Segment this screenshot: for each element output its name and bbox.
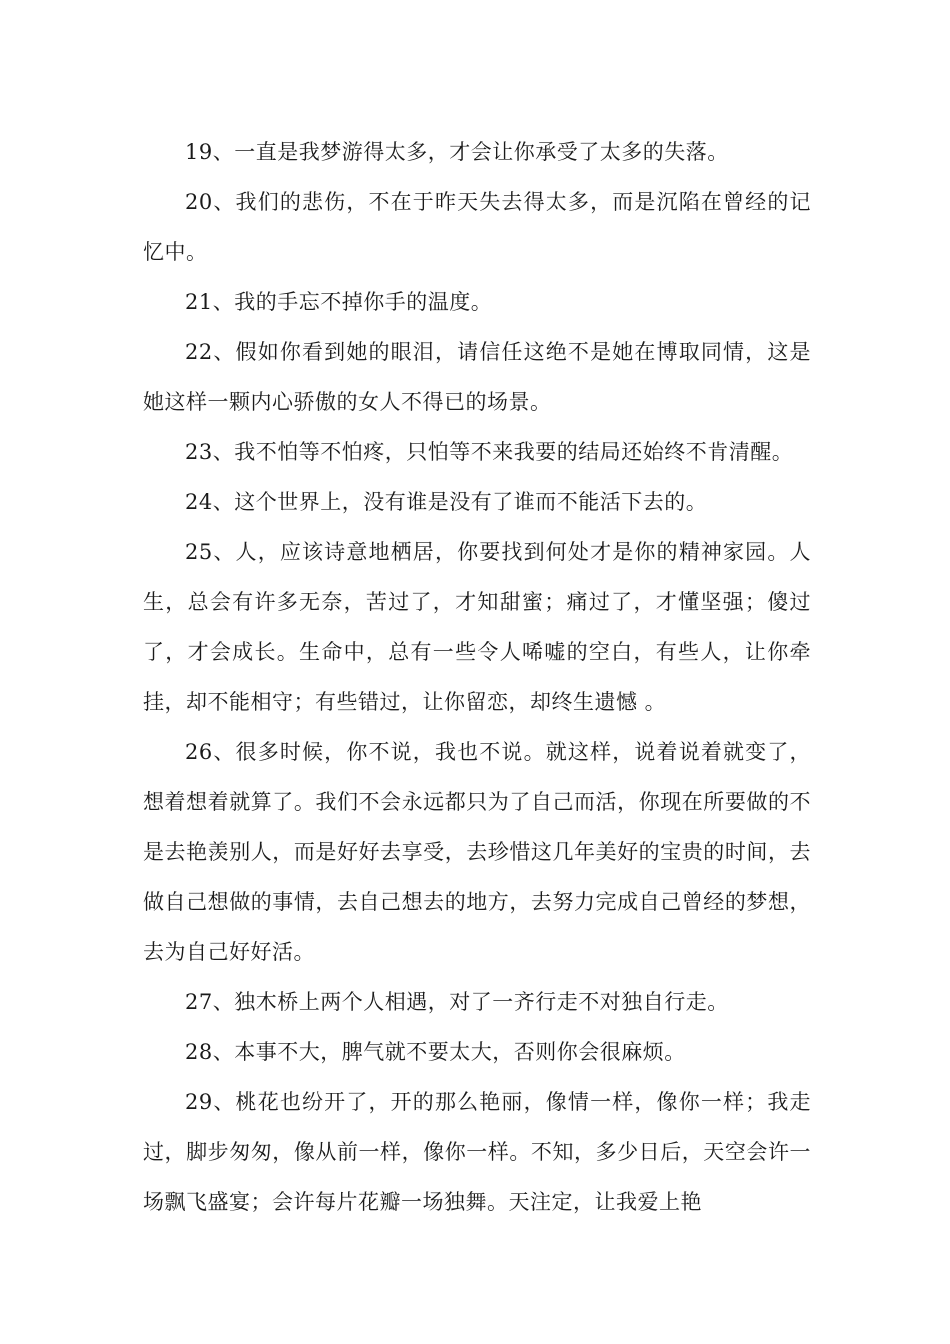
paragraph-20: 20、我们的悲伤，不在于昨天失去得太多，而是沉陷在曾经的记忆中。 xyxy=(143,190,811,264)
paragraph-28: 28、本事不大，脾气就不要太大，否则你会很麻烦。 xyxy=(185,1040,686,1064)
paragraph-25: 25、人，应该诗意地栖居，你要找到何处才是你的精神家园。人生，总会有许多无奈，苦过了，才知甜蜜；痛过了，才懂坚强；傻过了，才会成长。生命中，总有一些令人唏嘘的空白，有些人，让你牵挂，却不能相守；有些错过，让你留恋，却终生遗憾 。 xyxy=(143,540,811,714)
paragraph-29: 29、桃花也纷开了，开的那么艳丽，像情一样，像你一样；我走过，脚步匆匆，像从前一样，像你一样。不知，多少日后，天空会许一场飘飞盛宴；会许每片花瓣一场独舞。天注定，让我爱上艳 xyxy=(143,1090,811,1214)
paragraph-23: 23、我不怕等不怕疼，只怕等不来我要的结局还始终不肯清醒。 xyxy=(185,440,794,464)
paragraph-27: 27、独木桥上两个人相遇，对了一齐行走不对独自行走。 xyxy=(185,990,729,1014)
paragraph-19: 19、一直是我梦游得太多，才会让你承受了太多的失落。 xyxy=(185,140,729,164)
paragraph-21: 21、我的手忘不掉你手的温度。 xyxy=(185,290,493,314)
paragraph-24: 24、这个世界上，没有谁是没有了谁而不能活下去的。 xyxy=(185,490,708,514)
paragraph-26: 26、很多时候，你不说，我也不说。就这样，说着说着就变了，想着想着就算了。我们不会永远都只为了自己而活，你现在所要做的不是去艳羡别人，而是好好去享受，去珍惜这几年美好的宝贵的时间，去做自己想做的事情，去自己想去的地方，去努力完成自己曾经的梦想，去为自己好好活。 xyxy=(143,740,811,964)
document-body xyxy=(143,127,811,1227)
paragraph-22: 22、假如你看到她的眼泪，请信任这绝不是她在博取同情，这是她这样一颗内心骄傲的女人不得已的场景。 xyxy=(143,340,811,414)
